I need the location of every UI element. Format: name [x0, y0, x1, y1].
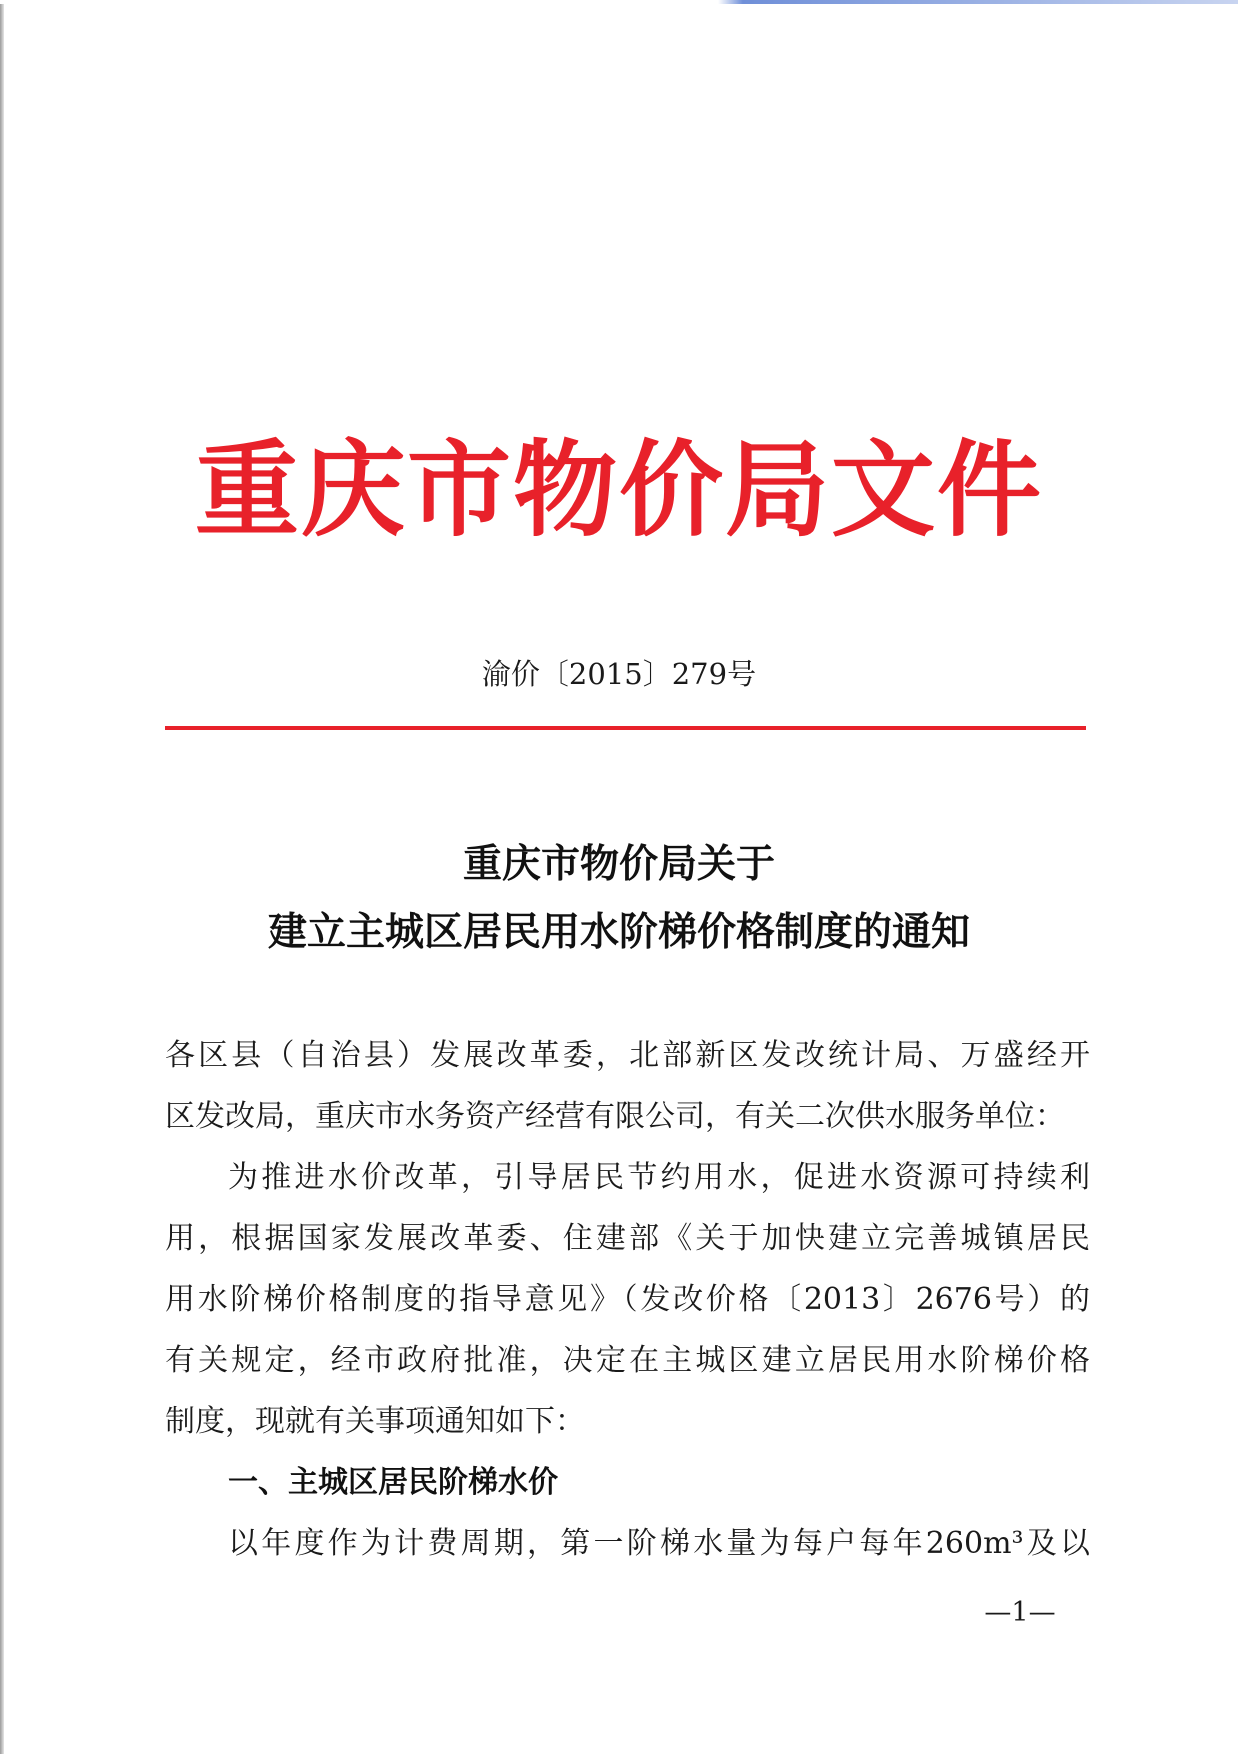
- intro-line-5: 制度，现就有关事项通知如下：: [165, 1404, 585, 1439]
- addressee-line-1: 各区县（自治县）发展改革委，北部新区发改统计局、万盛经开: [165, 1038, 1090, 1073]
- notice-title-line-1: 重庆市物价局关于: [462, 841, 775, 887]
- intro-line-2: 用，根据国家发展改革委、住建部《关于加快建立完善城镇居民: [165, 1221, 1090, 1256]
- intro-line-4: 有关规定，经市政府批准，决定在主城区建立居民用水阶梯价格: [165, 1343, 1090, 1378]
- addressee-line-2: 区发改局，重庆市水务资产经营有限公司，有关二次供水服务单位：: [165, 1099, 1065, 1134]
- intro-line-1: 为推进水价改革，引导居民节约用水，促进水资源可持续利: [228, 1160, 1090, 1195]
- scan-edge-top: [0, 0, 1238, 4]
- document-number: 渝价〔2015〕279号: [481, 657, 757, 691]
- section-1-heading: 一、主城区居民阶梯水价: [228, 1465, 558, 1500]
- red-divider-rule: [165, 726, 1086, 730]
- notice-title-line-2: 建立主城区居民用水阶梯价格制度的通知: [267, 909, 970, 955]
- intro-line-3: 用水阶梯价格制度的指导意见》（发改价格〔2013〕2676号）的: [165, 1282, 1090, 1317]
- masthead-title: 重庆市物价局文件: [194, 428, 1043, 551]
- page-number: —1—: [984, 1597, 1056, 1628]
- section-1-text-line-1: 以年度作为计费周期，第一阶梯水量为每户每年260m³及以: [228, 1526, 1090, 1561]
